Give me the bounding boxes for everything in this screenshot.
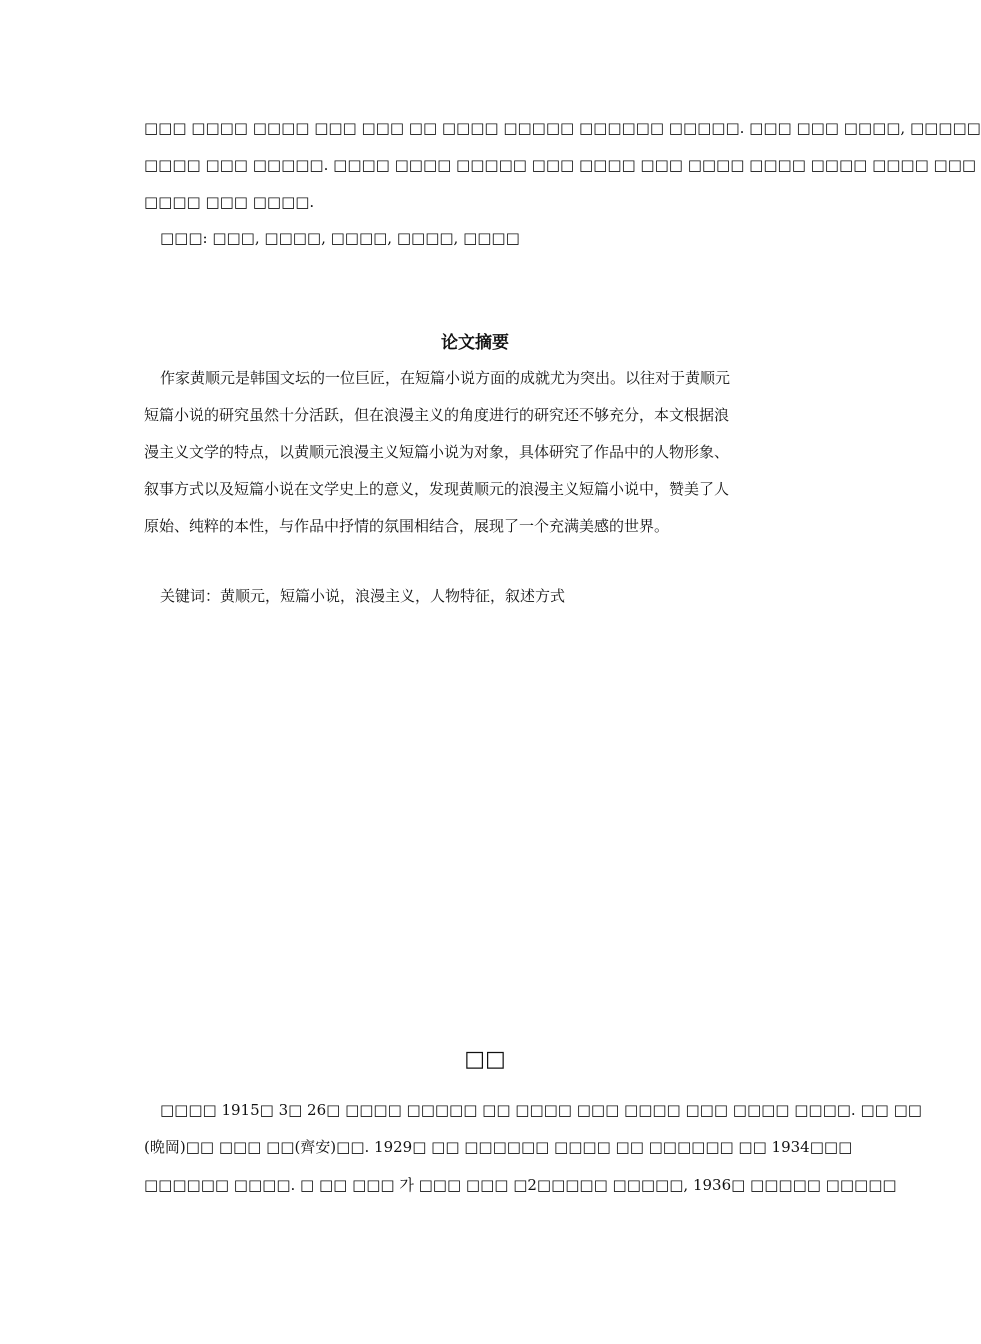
chinese-abstract-title: 论文摘要 [441,333,509,353]
introduction-line-1: □□□□ 1915□ 3□ 26□ □□□□ □□□□□ □□ □□□□ □□□ □□□□ □□□ □□□□ □□□□. □□ □□ [160,1101,922,1119]
korean-abstract-line-1: □□□ □□□□ □□□□ □□□ □□□ □□ □□□□ □□□□□ □□□□□□ □□□□□. □□□ □□□ □□□□, □□□□□ [144,119,981,137]
korean-keywords: □□□: □□□, □□□□, □□□□, □□□□, □□□□ [160,229,520,247]
introduction-line-2: (晩岡)□□ □□□ □□(齊安)□□. 1929□ □□ □□□□□□ □□□□ □□ □□□□□□ □□ 1934□□□ [144,1138,853,1156]
chinese-abstract-line-1: 作家黄顺元是韩国文坛的一位巨匠，在短篇小说方面的成就尤为突出。以往对于黄顺元 [160,369,731,387]
chinese-keywords: 关键词：黄顺元，短篇小说，浪漫主义，人物特征，叙述方式 [160,587,566,605]
chinese-abstract-line-4: 叙事方式以及短篇小说在文学史上的意义，发现黄顺元的浪漫主义短篇小说中，赞美了人 [144,480,730,498]
introduction-line-3: □□□□□□ □□□□. □ □□ □□□ 가 □□□ □□□ □2□□□□□ □□□□□, 1936□ □□□□□ □□□□□ [144,1176,897,1194]
korean-abstract-line-2: □□□□ □□□ □□□□□. □□□□ □□□□ □□□□□ □□□ □□□□ □□□ □□□□ □□□□ □□□□ □□□□ □□□ [144,156,977,174]
chinese-abstract-line-3: 漫主义文学的特点，以黄顺元浪漫主义短篇小说为对象，具体研究了作品中的人物形象、 [144,443,730,461]
korean-abstract-line-3: □□□□ □□□ □□□□. [144,193,315,211]
chinese-abstract-line-5: 原始、纯粹的本性，与作品中抒情的氛围相结合，展现了一个充满美感的世界。 [144,517,670,535]
chinese-abstract-line-2: 短篇小说的研究虽然十分活跃，但在浪漫主义的角度进行的研究还不够充分，本文根据浪 [144,406,730,424]
introduction-title: □□ [464,1047,506,1072]
